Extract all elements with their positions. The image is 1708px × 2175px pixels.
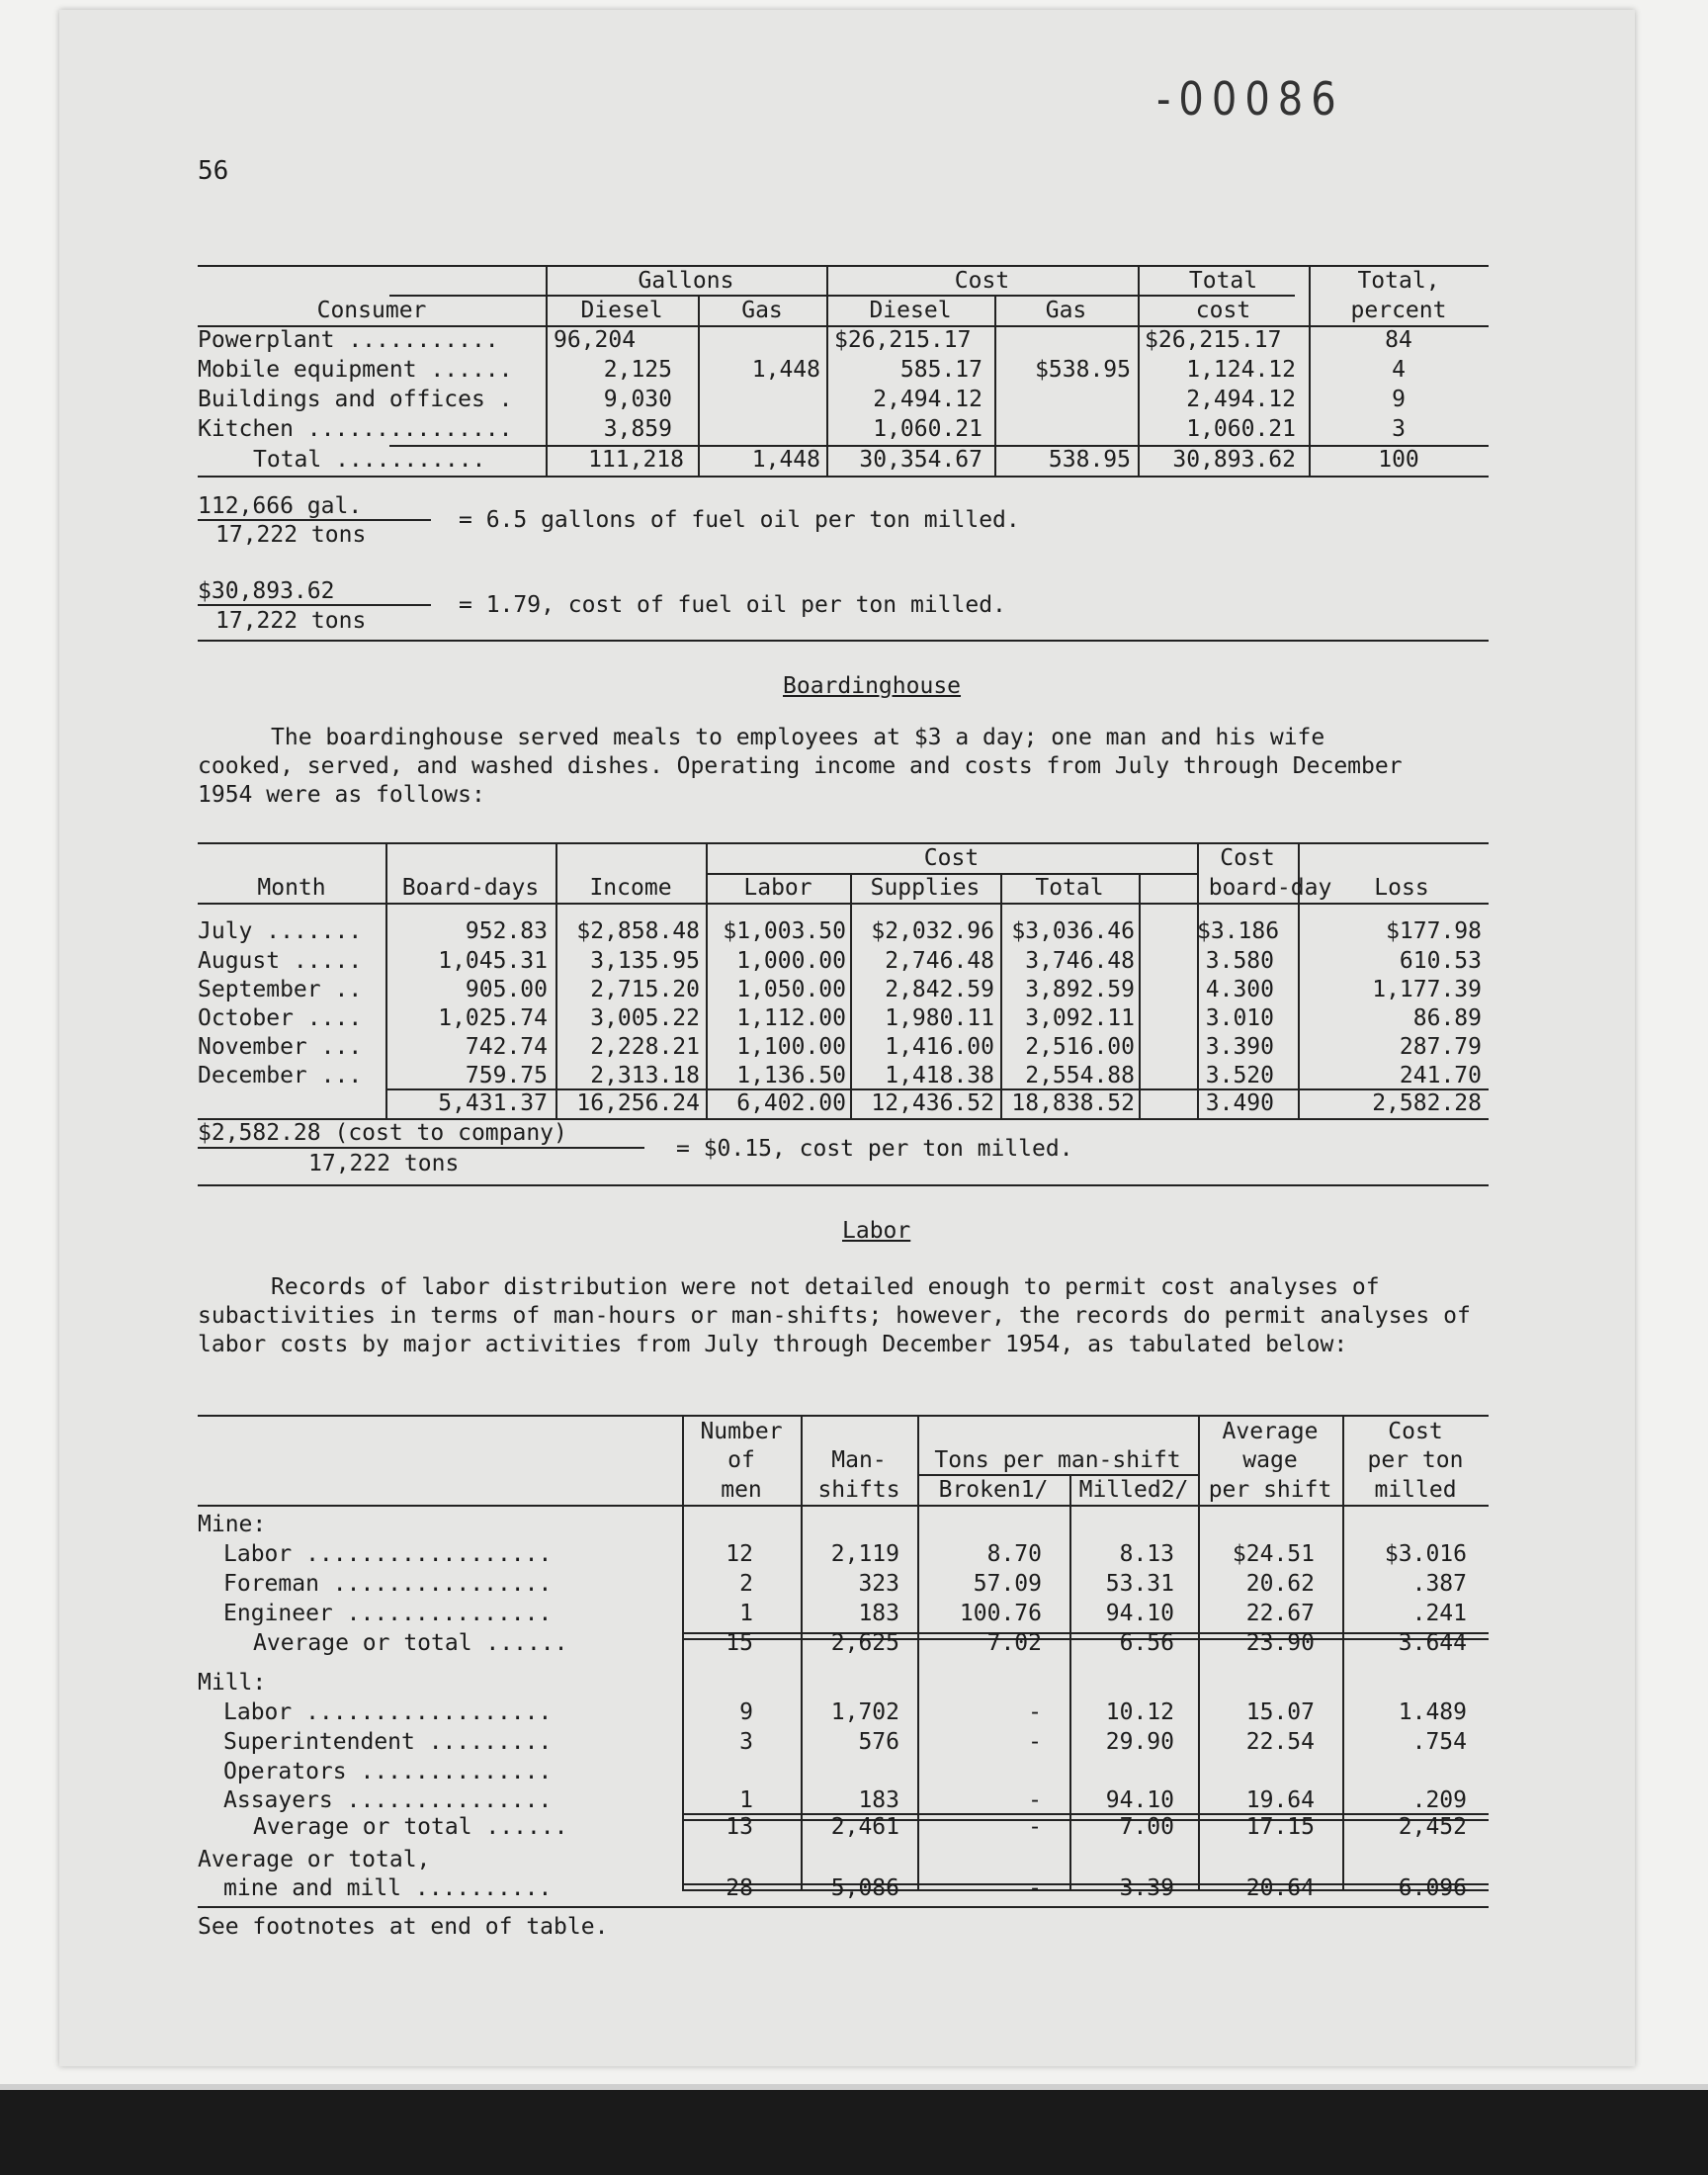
men-cell: 1	[739, 1787, 753, 1813]
header-wage-2: wage	[1242, 1447, 1298, 1473]
header-costton-2: per ton	[1367, 1447, 1464, 1473]
footnote: See footnotes at end of table.	[198, 1914, 609, 1940]
milled-cell: 7.00	[1119, 1814, 1174, 1840]
total-cell: 3,746.48	[1025, 948, 1135, 974]
man-shifts-cell: 2,119	[830, 1541, 899, 1567]
milled-cell: 53.31	[1105, 1571, 1174, 1597]
supplies-cell: 12,436.52	[871, 1090, 994, 1116]
activity-label: Superintendent .........	[223, 1729, 553, 1755]
consumer-cell: Kitchen ...............	[198, 416, 513, 442]
man-shifts-cell: 2,461	[830, 1814, 899, 1840]
men-cell: 3	[739, 1729, 753, 1755]
cost-board-day-cell: 3.490	[1205, 1090, 1274, 1116]
broken-cell: -	[1028, 1814, 1042, 1840]
board-days-cell: 742.74	[465, 1034, 548, 1060]
scan-edge	[0, 2084, 1708, 2090]
labor-paragraph: Records of labor distribution were not detailed enough to permit cost analyses of subactivities in terms of man-hours or man-shifts; however, the records do permit analyses of labor costs by major activities from July through December 1954, as tabulated below:	[198, 1274, 1471, 1357]
men-cell: 12	[726, 1541, 753, 1567]
milled-cell: 3.39	[1119, 1875, 1174, 1901]
man-shifts-cell: 183	[858, 1601, 899, 1626]
broken-cell: -	[1028, 1787, 1042, 1813]
wage-cell: 15.07	[1245, 1699, 1315, 1725]
cost-diesel-cell: 30,354.67	[859, 447, 982, 473]
board-days-cell: 5,431.37	[438, 1090, 548, 1116]
broken-cell: -	[1028, 1699, 1042, 1725]
boardinghouse-paragraph: The boardinghouse served meals to employees at $3 a day; one man and his wife cooked, served, and washed dishes. Operating income and costs from July through December 1954 were as follows:	[198, 725, 1403, 808]
milled-cell: 8.13	[1119, 1541, 1174, 1567]
labor-cell: 1,100.00	[736, 1034, 846, 1060]
men-cell: 13	[726, 1814, 753, 1840]
percent-cell: 4	[1392, 357, 1406, 383]
loss-cell: 610.53	[1399, 948, 1482, 974]
loss-cell: 287.79	[1399, 1034, 1482, 1060]
header-cost-board-day-1: Cost	[1220, 845, 1275, 871]
total-cell: 2,554.88	[1025, 1063, 1135, 1088]
labor-cell: 1,112.00	[736, 1005, 846, 1031]
section-heading-boardinghouse: Boardinghouse	[783, 673, 962, 699]
loss-cell: 86.89	[1412, 1005, 1482, 1031]
wage-cell: 20.62	[1245, 1571, 1315, 1597]
loss-cell: 1,177.39	[1372, 977, 1482, 1002]
total-cell: 2,516.00	[1025, 1034, 1135, 1060]
men-cell: 15	[726, 1630, 753, 1656]
total-cost-cell: 1,124.12	[1186, 357, 1296, 383]
cost-per-ton-cell: 1.489	[1398, 1699, 1467, 1725]
man-shifts-cell: 5,086	[830, 1875, 899, 1901]
income-cell: $2,858.48	[576, 918, 700, 944]
activity-label: Engineer ...............	[223, 1601, 553, 1626]
header-cost-sub: cost	[1195, 298, 1251, 323]
broken-cell: 8.70	[986, 1541, 1042, 1567]
income-cell: 2,715.20	[590, 977, 700, 1002]
header-loss: Loss	[1374, 875, 1429, 901]
percent-cell: 9	[1392, 387, 1406, 412]
cost-board-day-cell: 3.010	[1205, 1005, 1274, 1031]
milled-cell: 6.56	[1119, 1630, 1174, 1656]
header-labor: Labor	[743, 875, 812, 901]
percent-cell: 100	[1378, 447, 1419, 473]
gal-diesel-cell: 9,030	[603, 387, 672, 412]
broken-cell: 57.09	[973, 1571, 1042, 1597]
supplies-cell: 2,746.48	[885, 948, 994, 974]
header-shifts-1: Man-	[831, 1447, 887, 1473]
month-cell: December ...	[198, 1063, 363, 1088]
cost-per-ton-cell: $3.016	[1384, 1541, 1467, 1567]
total-cost-cell: 30,893.62	[1172, 447, 1296, 473]
page-number: 56	[198, 156, 229, 186]
broken-cell: 7.02	[986, 1630, 1042, 1656]
gal-diesel-cell: 3,859	[603, 416, 672, 442]
header-percent: percent	[1350, 298, 1447, 323]
cost-per-ton-cell: .387	[1411, 1571, 1467, 1597]
header-cost: Cost	[954, 268, 1010, 294]
men-cell: 9	[739, 1699, 753, 1725]
fraction-denominator: 17,222 tons	[215, 522, 367, 548]
cost-board-day-cell: $3.186	[1197, 918, 1280, 944]
header-costton-3: milled	[1374, 1477, 1457, 1503]
activity-label: Average or total ......	[253, 1630, 568, 1656]
total-cost-cell: 2,494.12	[1186, 387, 1296, 412]
gal-diesel-cell: 2,125	[603, 357, 672, 383]
percent-cell: 84	[1385, 327, 1412, 353]
header-wage-3: per shift	[1208, 1477, 1332, 1503]
income-cell: 16,256.24	[576, 1090, 700, 1116]
income-cell: 3,135.95	[590, 948, 700, 974]
header-cost-board-day-2: board-day	[1208, 875, 1332, 901]
man-shifts-cell: 323	[858, 1571, 899, 1597]
board-days-cell: 759.75	[465, 1063, 548, 1088]
header-broken: Broken1/	[938, 1477, 1049, 1503]
loss-cell: 241.70	[1399, 1063, 1482, 1088]
grand-label-1: Average or total,	[198, 1847, 431, 1872]
header-men-3: men	[721, 1477, 762, 1503]
cost-board-day-cell: 4.300	[1205, 977, 1274, 1002]
loss-cell: $177.98	[1386, 918, 1482, 944]
header-month: Month	[257, 875, 326, 901]
milled-cell: 94.10	[1105, 1787, 1174, 1813]
board-days-cell: 1,025.74	[438, 1005, 548, 1031]
header-shifts-2: shifts	[817, 1477, 900, 1503]
percent-cell: 3	[1392, 416, 1406, 442]
wage-cell: 23.90	[1245, 1630, 1315, 1656]
income-cell: 3,005.22	[590, 1005, 700, 1031]
supplies-cell: 1,980.11	[885, 1005, 994, 1031]
total-cost-cell: $26,215.17	[1145, 327, 1282, 353]
labor-cell: 6,402.00	[736, 1090, 846, 1116]
supplies-cell: 2,842.59	[885, 977, 994, 1002]
activity-label: Assayers ...............	[223, 1787, 553, 1813]
total-cell: $3,036.46	[1011, 918, 1135, 944]
loss-cell: 2,582.28	[1372, 1090, 1482, 1116]
gal-gas-cell: 1,448	[751, 447, 820, 473]
document-page	[59, 10, 1635, 2066]
section-heading-labor: Labor	[842, 1218, 911, 1244]
men-cell: 1	[739, 1601, 753, 1626]
consumer-cell: Buildings and offices .	[198, 387, 513, 412]
month-cell: September ..	[198, 977, 363, 1002]
gal-diesel-cell: 111,218	[588, 447, 684, 473]
header-gal-diesel: Diesel	[580, 298, 663, 323]
header-wage-1: Average	[1222, 1419, 1319, 1444]
grand-label-2: mine and mill ..........	[223, 1875, 553, 1901]
consumer-cell: Mobile equipment ......	[198, 357, 513, 383]
month-cell: July .......	[198, 918, 363, 944]
gal-diesel-cell: 96,204	[554, 327, 637, 353]
consumer-cell: Powerplant ...........	[198, 327, 499, 353]
cost-per-ton-cell: .209	[1411, 1787, 1467, 1813]
cost-gas-cell: 538.95	[1048, 447, 1131, 473]
header-consumer: Consumer	[316, 298, 427, 323]
header-supplies: Supplies	[870, 875, 981, 901]
month-cell: November ...	[198, 1034, 363, 1060]
header-milled: Milled2/	[1078, 1477, 1189, 1503]
header-total-percent: Total,	[1357, 268, 1440, 294]
man-shifts-cell: 576	[858, 1729, 899, 1755]
header-gal-gas: Gas	[741, 298, 783, 323]
wage-cell: 20.64	[1245, 1875, 1315, 1901]
board-days-cell: 952.83	[465, 918, 548, 944]
cost-diesel-cell: 585.17	[899, 357, 982, 383]
fraction-result: = 6.5 gallons of fuel oil per ton milled.	[459, 507, 1020, 533]
cost-board-day-cell: 3.390	[1205, 1034, 1274, 1060]
labor-cell: $1,003.50	[723, 918, 846, 944]
total-cost-cell: 1,060.21	[1186, 416, 1296, 442]
header-income: Income	[589, 875, 672, 901]
cost-per-ton-cell: .241	[1411, 1601, 1467, 1626]
supplies-cell: $2,032.96	[871, 918, 994, 944]
supplies-cell: 1,418.38	[885, 1063, 994, 1088]
wage-cell: 17.15	[1245, 1814, 1315, 1840]
wage-cell: $24.51	[1232, 1541, 1315, 1567]
fraction-denominator: 17,222 tons	[308, 1151, 460, 1176]
fraction-denominator: 17,222 tons	[215, 608, 367, 634]
income-cell: 2,313.18	[590, 1063, 700, 1088]
cost-gas-cell: $538.95	[1035, 357, 1131, 383]
header-cost-gas: Gas	[1045, 298, 1087, 323]
man-shifts-cell: 2,625	[830, 1630, 899, 1656]
cost-diesel-cell: 1,060.21	[873, 416, 982, 442]
cost-per-ton-cell: 6.096	[1398, 1875, 1467, 1901]
activity-label: Average or total ......	[253, 1814, 568, 1840]
activity-label: Labor ..................	[223, 1541, 553, 1567]
activity-label: Operators ..............	[223, 1759, 553, 1784]
board-days-cell: 1,045.31	[438, 948, 548, 974]
mill-label: Mill:	[198, 1670, 267, 1696]
fraction-result: = $0.15, cost per ton milled.	[676, 1136, 1073, 1162]
cost-board-day-cell: 3.520	[1205, 1063, 1274, 1088]
man-shifts-cell: 1,702	[830, 1699, 899, 1725]
cost-board-day-cell: 3.580	[1205, 948, 1274, 974]
broken-cell: -	[1028, 1875, 1042, 1901]
fraction-numerator: $2,582.28 (cost to company)	[198, 1120, 567, 1146]
wage-cell: 22.54	[1245, 1729, 1315, 1755]
broken-cell: 100.76	[959, 1601, 1042, 1626]
milled-cell: 94.10	[1105, 1601, 1174, 1626]
header-total: Total	[1035, 875, 1104, 901]
fraction-numerator: 112,666 gal.	[198, 493, 363, 519]
header-board-days: Board-days	[401, 875, 540, 901]
mine-label: Mine:	[198, 1512, 267, 1537]
labor-cell: 1,000.00	[736, 948, 846, 974]
header-costton-1: Cost	[1388, 1419, 1443, 1444]
cost-per-ton-cell: .754	[1411, 1729, 1467, 1755]
supplies-cell: 1,416.00	[885, 1034, 994, 1060]
header-men-1: Number	[700, 1419, 783, 1444]
consumer-cell: Total ...........	[253, 447, 486, 473]
board-days-cell: 905.00	[465, 977, 548, 1002]
month-cell: August .....	[198, 948, 363, 974]
labor-cell: 1,050.00	[736, 977, 846, 1002]
income-cell: 2,228.21	[590, 1034, 700, 1060]
total-cell: 3,892.59	[1025, 977, 1135, 1002]
header-gallons: Gallons	[638, 268, 734, 294]
header-tons-per-man-shift: Tons per man-shift	[934, 1447, 1181, 1473]
header-men-2: of	[727, 1447, 755, 1473]
men-cell: 28	[726, 1875, 753, 1901]
month-cell: October ....	[198, 1005, 363, 1031]
fraction-numerator: $30,893.62	[198, 578, 335, 604]
milled-cell: 10.12	[1105, 1699, 1174, 1725]
document-stamp: -00086	[1156, 73, 1344, 127]
wage-cell: 22.67	[1245, 1601, 1315, 1626]
total-cell: 3,092.11	[1025, 1005, 1135, 1031]
cost-diesel-cell: 2,494.12	[873, 387, 982, 412]
man-shifts-cell: 183	[858, 1787, 899, 1813]
header-total: Total	[1188, 268, 1258, 294]
header-cost-diesel: Diesel	[869, 298, 952, 323]
activity-label: Labor ..................	[223, 1699, 553, 1725]
activity-label: Foreman ................	[223, 1571, 553, 1597]
gal-gas-cell: 1,448	[751, 357, 820, 383]
labor-cell: 1,136.50	[736, 1063, 846, 1088]
milled-cell: 29.90	[1105, 1729, 1174, 1755]
header-cost-group: Cost	[923, 845, 980, 871]
broken-cell: -	[1028, 1729, 1042, 1755]
cost-per-ton-cell: 2,452	[1398, 1814, 1467, 1840]
fraction-result: = 1.79, cost of fuel oil per ton milled.	[459, 592, 1006, 618]
cost-diesel-cell: $26,215.17	[834, 327, 972, 353]
wage-cell: 19.64	[1245, 1787, 1315, 1813]
cost-per-ton-cell: 3.644	[1398, 1630, 1467, 1656]
total-cell: 18,838.52	[1011, 1090, 1135, 1116]
men-cell: 2	[739, 1571, 753, 1597]
